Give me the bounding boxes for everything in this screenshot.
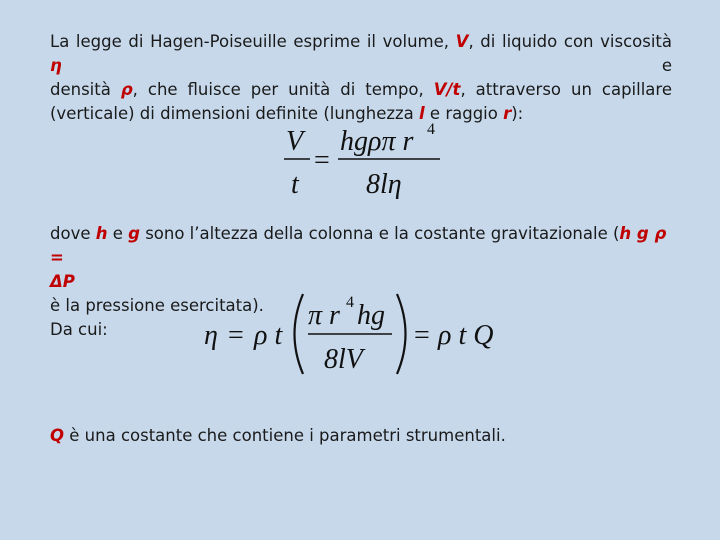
definition-line-4: Da cui: xyxy=(50,320,108,339)
formula2-equals-1: = xyxy=(228,320,244,351)
viscosity-formula xyxy=(200,288,510,380)
definition-line-1 xyxy=(50,222,672,270)
left-parenthesis xyxy=(295,294,304,374)
formula-lhs-numerator: V xyxy=(286,126,304,157)
symbol-gravity: g xyxy=(128,224,140,243)
formula-equals: = xyxy=(314,145,330,176)
symbol-q: Q xyxy=(50,426,65,445)
text: , che fluisce per unità di tempo, xyxy=(132,80,434,99)
text: sono l’altezza della colonna e la costante gravitazionale ( xyxy=(139,224,620,243)
text: , di liquido con viscosità xyxy=(468,32,672,51)
symbol-length: l xyxy=(419,104,425,123)
formula2-denominator: 8lV xyxy=(324,344,363,375)
right-parenthesis xyxy=(397,294,406,374)
formula-rhs-exponent: 4 xyxy=(427,121,435,138)
formula2-eta: η xyxy=(204,320,218,351)
text: , attraverso un capillare xyxy=(460,80,672,99)
text: (verticale) di dimensioni definite (lunghezza xyxy=(50,104,420,123)
text: dove xyxy=(50,224,96,243)
symbol-height: h xyxy=(95,224,108,243)
formula2-equals-2: = xyxy=(414,320,430,351)
symbol-radius: r xyxy=(503,104,512,123)
formula-rhs-denominator: 8lη xyxy=(366,169,402,200)
symbol-delta-p: ΔP xyxy=(50,272,75,291)
constant-paragraph xyxy=(50,424,672,448)
formula2-numerator-exponent: 4 xyxy=(346,294,354,311)
intro-line-2 xyxy=(50,78,672,102)
formula2-rhs: ρ t Q xyxy=(438,320,494,351)
symbol-viscosity: η xyxy=(50,56,62,75)
text: e xyxy=(61,56,672,75)
definition-line-3: è la pressione esercitata). xyxy=(50,296,264,315)
formula-lhs-denominator: t xyxy=(291,169,299,200)
intro-line-1 xyxy=(50,30,672,78)
hagen-poiseuille-formula xyxy=(280,118,450,204)
formula-rhs-numerator: hgρπ r xyxy=(340,126,414,157)
symbol-density: ρ xyxy=(120,80,133,99)
text: densità xyxy=(50,80,121,99)
text: e raggio xyxy=(424,104,504,123)
text: La legge di Hagen-Poiseuille esprime il volume, xyxy=(50,32,456,51)
formula2-numerator-tail: hg xyxy=(357,300,385,331)
intro-paragraph xyxy=(50,30,672,126)
pressure-expression: h g ρ = xyxy=(50,224,667,267)
text: ): xyxy=(511,104,524,123)
symbol-flow-rate: V/t xyxy=(433,80,461,99)
formula2-rho-t: ρ t xyxy=(254,320,283,351)
symbol-volume: V xyxy=(455,32,469,51)
text: è una costante che contiene i parametri strumentali. xyxy=(64,426,506,445)
text: e xyxy=(107,224,129,243)
formula2-numerator: π r xyxy=(308,300,340,331)
constant-line xyxy=(50,424,672,448)
